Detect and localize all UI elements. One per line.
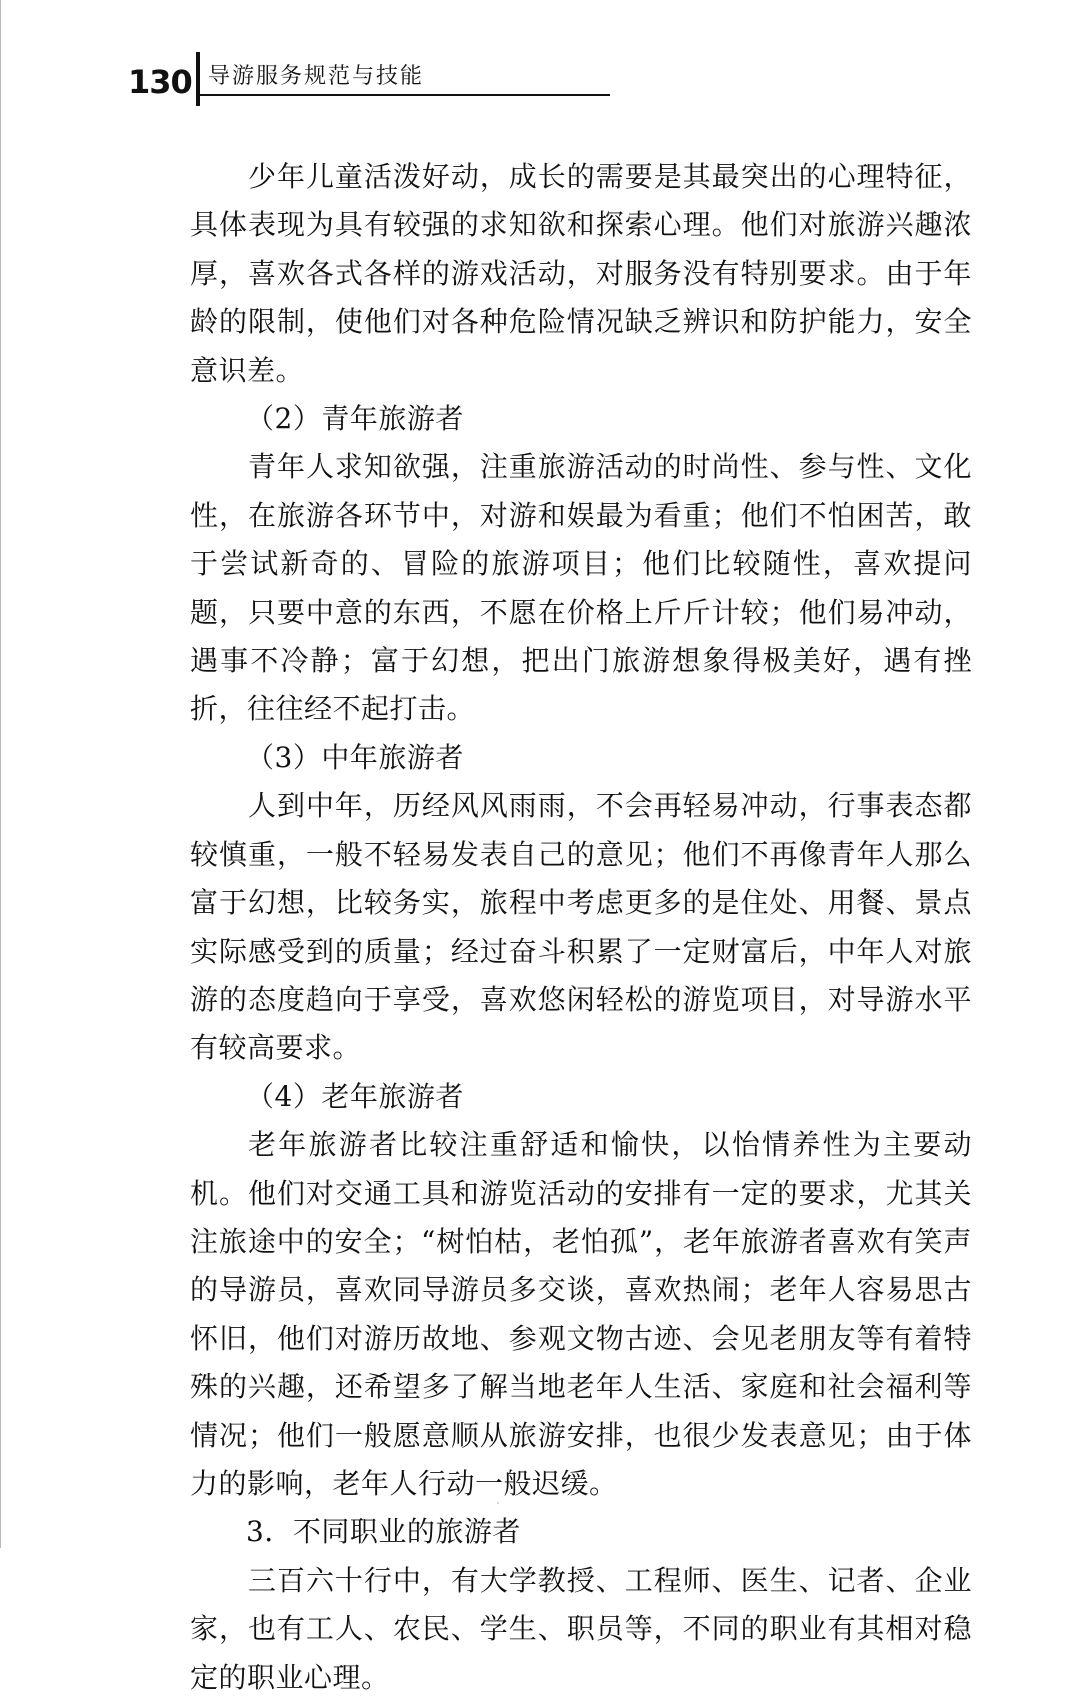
page-edge-line [0, 0, 1, 1548]
heading-youth-tourists: （2）青年旅游者 [246, 402, 464, 436]
heading-middle-aged-tourists: （3）中年旅游者 [246, 740, 464, 774]
paragraph-children: 少年儿童活泼好动，成长的需要是其最突出的心理特征，具体表现为具有较强的求知欲和探索心理。他们对旅游兴趣浓厚，喜欢各式各样的游戏活动，对服务没有特别要求。由于年龄的限制，使他们对各种危险情况缺乏辨识和防护能力，安全意识差。 [190, 160, 972, 387]
heading-occupation-tourists: 3．不同职业的旅游者 [246, 1515, 521, 1549]
page-number: 130 [128, 63, 192, 101]
running-header-title: 导游服务规范与技能 [208, 64, 425, 89]
header-horizontal-rule [196, 94, 610, 96]
header-vertical-rule [196, 52, 200, 106]
paragraph-middle-aged: 人到中年，历经风风雨雨，不会再轻易冲动，行事表态都较慎重，一般不轻易发表自己的意见；他们不再像青年人那么富于幻想，比较务实，旅程中考虑更多的是住处、用餐、景点实际感受到的质量；经过奋斗积累了一定财富后，中年人对旅游的态度趋向于享受，喜欢悠闲轻松的游览项目，对导游水平有较高要求。 [190, 789, 972, 1065]
paragraph-youth: 青年人求知欲强，注重旅游活动的时尚性、参与性、文化性，在旅游各环节中，对游和娱最为看重；他们不怕困苦，敢于尝试新奇的、冒险的旅游项目；他们比较随性，喜欢提问题，只要中意的东西，不愿在价格上斤斤计较；他们易冲动，遇事不冷静；富于幻想，把出门旅游想象得极美好，遇有挫折，往往经不起打击。 [190, 450, 972, 726]
paragraph-elderly: 老年旅游者比较注重舒适和愉快，以怡情养性为主要动机。他们对交通工具和游览活动的安排有一定的要求，尤其关注旅途中的安全；“树怕枯，老怕孤”，老年旅游者喜欢有笑声的导游员，喜欢同导游员多交谈，喜欢热闹；老年人容易思古怀旧，他们对游历故地、参观文物古迹、会见老朋友等有着特殊的兴趣，还希望多了解当地老年人生活、家庭和社会福利等情况；他们一般愿意顺从旅游安排，也很少发表意见；由于体力的影响，老年人行动一般迟缓。 [190, 1128, 972, 1500]
heading-elderly-tourists: （4）老年旅游者 [246, 1079, 464, 1113]
body-text [190, 153, 972, 1702]
scan-speck [497, 1502, 499, 1504]
paragraph-occupation: 三百六十行中，有大学教授、工程师、医生、记者、企业家，也有工人、农民、学生、职员等，不同的职业有其相对稳定的职业心理。 [190, 1563, 972, 1694]
